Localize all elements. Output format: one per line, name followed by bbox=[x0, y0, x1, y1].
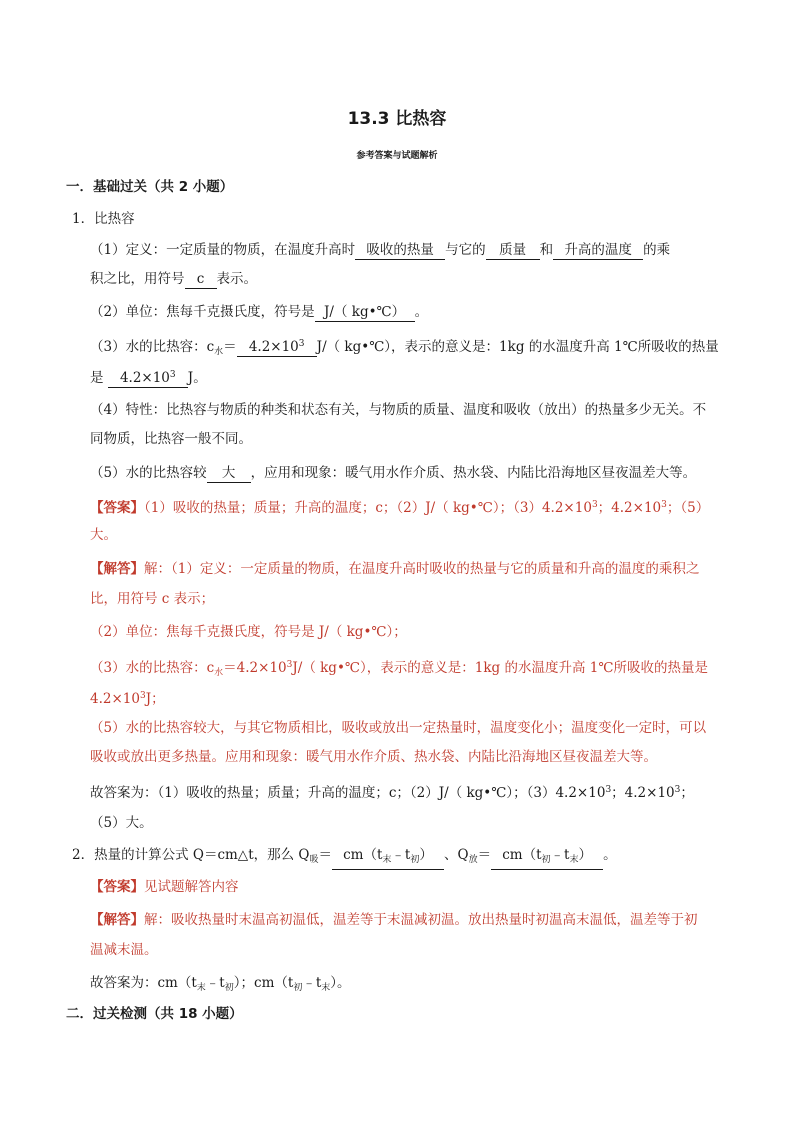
page-title: 13.3 比热容 bbox=[347, 109, 447, 129]
q2-analysis-line2: 温减末温。 bbox=[90, 942, 158, 958]
q1-unit-line: （2）单位：焦每千克摄氏度，符号是 J/（ kg•℃） 。 bbox=[90, 304, 429, 320]
question-2-stem: 2．热量的计算公式 Q＝cm△t，那么 $Q_吸=$ $cm(t_末﹣t_初)$ 、$Q_放=$ $cm(t_初﹣t_末)$ 。 bbox=[72, 846, 617, 870]
q1-water-capacity-line2: 是 $4.2\times 10^3$ J。 bbox=[90, 367, 207, 388]
blank-symbol: c bbox=[185, 271, 217, 289]
q2-analysis-line1: 【解答】解：吸收热量时末温高初温低，温差等于末温减初温。放出热量时初温高末温低，温差等于初 bbox=[90, 912, 698, 928]
analysis-tag: 【解答】 bbox=[90, 912, 144, 928]
q2-answer-line: 【答案】见试题解答内容 bbox=[90, 879, 239, 895]
answer-tag: 【答案】 bbox=[90, 500, 144, 516]
question-1-title: 1．比热容 bbox=[72, 211, 135, 227]
q1-analysis-line3: （2）单位：焦每千克摄氏度，符号是 J/（ kg•℃）； bbox=[90, 624, 407, 640]
q1-analysis-line7: 吸收或放出更多热量。应用和现象：暖气用水作介质、热水袋、内陆比沿海地区昼夜温差大等。 bbox=[90, 749, 657, 765]
section-heading-check: 二．过关检测（共 18 小题） bbox=[66, 1006, 243, 1022]
blank-large: 大 bbox=[207, 465, 251, 483]
q1-analysis-line2: 比，用符号 c 表示； bbox=[90, 591, 215, 607]
answer-tag: 【答案】 bbox=[90, 879, 144, 895]
q1-water-large-line: （5）水的比热容较 大 ，应用和现象：暖气用水作介质、热水袋、内陆比沿海地区昼夜温差大等。 bbox=[90, 465, 697, 481]
q1-definition-line2: 积之比，用符号 c 表示。 bbox=[90, 271, 257, 287]
blank-mass: 质量 bbox=[486, 242, 540, 260]
q1-analysis-line6: （5）水的比热容较大，与其它物质相比，吸收或放出一定热量时，温度变化小；温度变化一定时，可以 bbox=[90, 720, 707, 736]
q2-final-line: 故答案为：$cm(t_末﹣t_初)$；$cm(t_初﹣t_末)$。 bbox=[90, 975, 351, 993]
q1-water-capacity-line1: （3）水的比热容：$c_水= 4.2\times 10^3$ J/（ kg•℃），表示的意义是：1kg 的水温度升高 1℃所吸收的热量 bbox=[90, 336, 719, 361]
analysis-tag: 【解答】 bbox=[90, 561, 144, 577]
q1-answer-line1: 【答案】（1）吸收的热量；质量；升高的温度；c；（2）J/（ kg•℃）；$(3)4.2\times 10^3$；$4.2\times 10^3$；（5） bbox=[90, 500, 710, 516]
q1-analysis-line4: （3）水的比热容：$c_水=4.2\times 10^3J/$（ kg•℃），表示的意义是：1kg 的水温度升高 1℃所吸收的热量是 bbox=[90, 660, 708, 678]
q1-final-line2: （5）大。 bbox=[90, 815, 153, 831]
blank-q-absorb: $cm(t_末﹣t_初)$ bbox=[332, 847, 444, 870]
q1-property-line2: 同物质，比热容一般不同。 bbox=[90, 431, 252, 447]
page-subtitle: 参考答案与试题解析 bbox=[356, 151, 438, 161]
q1-definition-line1: （1）定义：一定质量的物质，在温度升高时 吸收的热量 与它的 质量 和 升高的温度 的乘 bbox=[90, 242, 671, 258]
q1-property-line1: （4）特性：比热容与物质的种类和状态有关，与物质的质量、温度和吸收（放出）的热量多少无关。不 bbox=[90, 402, 707, 418]
section-heading-basic: 一．基础过关（共 2 小题） bbox=[66, 179, 234, 195]
blank-q-release: $cm(t_初﹣t_末)$ bbox=[491, 847, 603, 870]
blank-water-heat: $4.2\times 10^3$ bbox=[108, 367, 188, 388]
blank-unit: J/（ kg•℃） bbox=[315, 304, 415, 322]
blank-temp-rise: 升高的温度 bbox=[553, 242, 643, 260]
q1-analysis-line5: $4.2\times 10^3J$； bbox=[90, 691, 165, 707]
blank-water-value: $4.2\times 10^3$ bbox=[237, 336, 317, 357]
q1-answer-line2: 大。 bbox=[90, 527, 117, 543]
q1-final-line1: 故答案为：（1）吸收的热量；质量；升高的温度；c；（2）J/（ kg•℃）；$(3)4.2\times 10^3$；$4.2\times 10^3$； bbox=[90, 785, 694, 801]
blank-absorbed-heat: 吸收的热量 bbox=[355, 242, 445, 260]
q1-analysis-line1: 【解答】解：（1）定义：一定质量的物质，在温度升高时吸收的热量与它的质量和升高的温度的乘积之 bbox=[90, 561, 700, 577]
